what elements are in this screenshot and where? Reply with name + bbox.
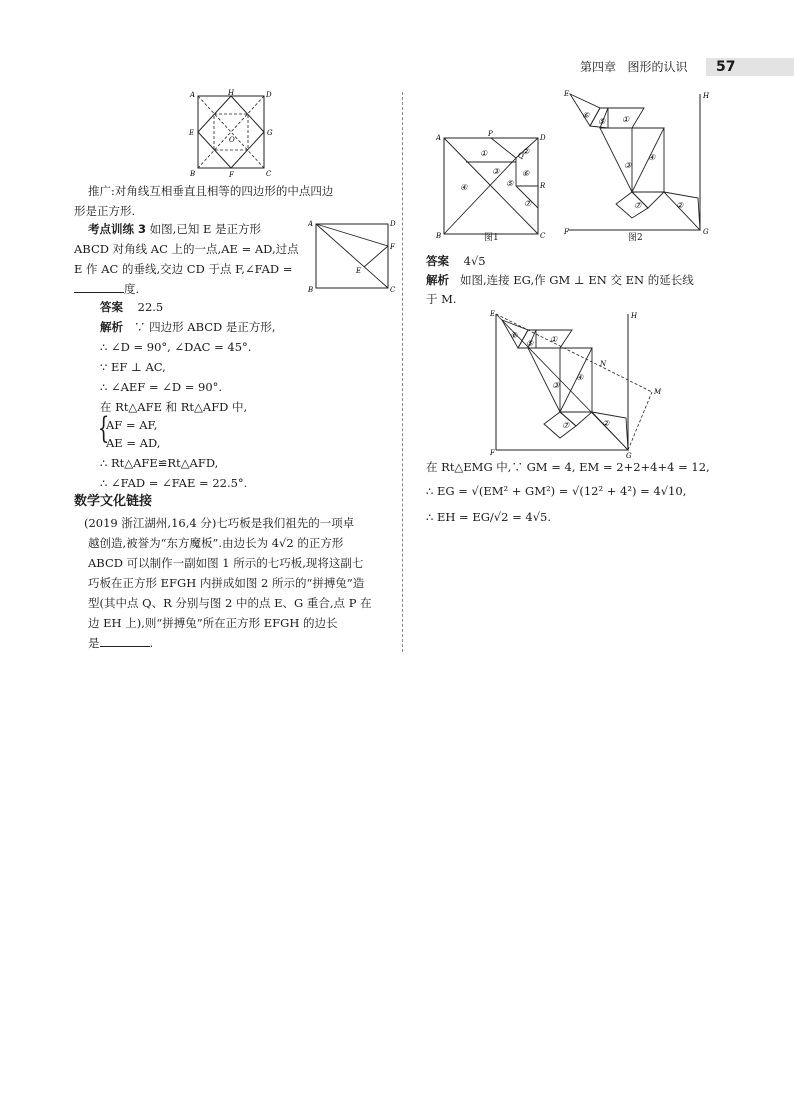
culture-line-6: 边 EH 上),则“拼搏兔”所在正方形 EFGH 的边长: [88, 616, 338, 630]
fig3-label-f: F: [490, 449, 495, 457]
fig1-piece-4: ④: [460, 183, 468, 192]
system-brace: {: [97, 411, 110, 446]
culture-answer-blank: [100, 634, 150, 647]
exercise3-analysis-label: 解析: [100, 320, 123, 334]
exercise3-line-2: ABCD 对角线 AC 上的一点,AE = AD,过点: [74, 242, 299, 256]
ex3-label-b: B: [308, 286, 314, 294]
right-answer-label: 答案: [426, 254, 449, 268]
fig2-label-g: G: [703, 228, 709, 236]
fig1-label-p: P: [488, 130, 493, 138]
fig1-label-b: B: [436, 232, 442, 240]
fig1-piece-5: ⑤: [506, 179, 514, 188]
fig3-label-m: M: [654, 388, 662, 396]
fig2-label-h: H: [703, 92, 710, 100]
exercise3-line-3: E 作 AC 的垂线,交边 CD 于点 F,∠FAD =: [74, 262, 293, 276]
fig2-piece-1: ①: [622, 115, 630, 124]
fig1-label-r: R: [540, 182, 546, 190]
analysis-step-4: 在 Rt△AFE 和 Rt△AFD 中,: [100, 400, 248, 414]
fig3-piece-7: ⑦: [562, 421, 570, 430]
fig2-piece-2: ②: [676, 201, 684, 210]
fig2-piece-6: ⑥: [582, 111, 590, 120]
fig2-piece-7: ⑦: [634, 201, 642, 210]
chapter-title: 图形的认识: [627, 60, 688, 74]
figure-2-caption: 图2: [628, 233, 643, 243]
fig1-piece-1: ①: [480, 149, 488, 158]
column-divider: [402, 92, 403, 652]
figure-2-rabbit: [560, 88, 720, 236]
culture-line-7: [88, 634, 153, 654]
fig1-label-c: C: [540, 232, 546, 240]
fig1-piece-6: ⑥: [522, 169, 530, 178]
solution-line-1: 在 Rt△EMG 中,∵ GM = 4, EM = 2+2+4+4 = 12,: [426, 460, 710, 474]
analysis-step-5: ∴ Rt△AFE≌Rt△AFD,: [100, 456, 219, 470]
fig1-label-a: A: [436, 134, 442, 142]
analysis-step-2: ∵ EF ⊥ AC,: [100, 360, 166, 374]
ex3-label-c: C: [390, 286, 396, 294]
figure-1-caption: 图1: [484, 233, 499, 243]
ex3-label-e: E: [356, 267, 362, 275]
system-line-1: AF = AF,: [106, 418, 158, 432]
fig-top-label-a: A: [190, 91, 196, 99]
culture-line-1: (2019 浙江湖州,16,4 分)七巧板是我们祖先的一项卓: [84, 516, 355, 530]
right-analysis: [426, 271, 694, 291]
solution-line-2: ∴ EG = √(EM² + GM²) = √(12² + 4²) = 4√10,: [426, 484, 687, 498]
fig-top-label-f: F: [229, 171, 234, 179]
fig1-label-q: Q: [518, 152, 524, 160]
fig-top-label-o: O: [229, 136, 235, 144]
fig3-piece-2: ②: [602, 419, 610, 428]
chapter-label: 第四章: [580, 60, 617, 74]
generalization-line-2: 形是正方形.: [74, 204, 136, 218]
culture-line-2: 越创造,被誉为“东方魔板”.由边长为 4√2 的正方形: [88, 536, 344, 550]
right-analysis-line-1: 如图,连接 EG,作 GM ⊥ EN 交 EN 的延长线: [459, 273, 694, 287]
fig-top-label-b: B: [190, 170, 196, 178]
fig2-piece-5: ⑤: [598, 117, 606, 126]
fig3-piece-5: ⑤: [526, 339, 534, 348]
ex3-label-f: F: [390, 243, 395, 251]
page-number: 57: [716, 59, 736, 75]
fig1-piece-2: ②: [522, 147, 530, 156]
ex3-label-a: A: [308, 220, 314, 228]
culture-line-5: 型(其中点 Q、R 分别与图 2 中的点 E、G 重合,点 P 在: [88, 596, 372, 610]
ex3-label-d: D: [390, 220, 396, 228]
fig3-piece-4: ④: [576, 373, 584, 382]
exercise3-analysis: [100, 318, 276, 338]
system-line-2: AE = AD,: [106, 436, 161, 450]
right-analysis-label: 解析: [426, 273, 449, 287]
fig-top-label-c: C: [266, 170, 272, 178]
fig-top-label-e: E: [189, 129, 195, 137]
exercise3-answer-blank: [74, 280, 124, 293]
fig3-piece-3: ③: [552, 381, 560, 390]
exercise3-answer-value: 22.5: [137, 300, 164, 314]
exercise3-analysis-line-1: ∵ 四边形 ABCD 是正方形,: [133, 320, 276, 334]
exercise3-label: 考点训练 3: [88, 222, 147, 236]
figure-3-solution: [488, 308, 668, 458]
culture-section-title: 数学文化链接: [74, 494, 153, 509]
figure-exercise3-square: [308, 218, 396, 294]
culture-line-3: ABCD 可以制作一副如图 1 所示的七巧板,现将这副七: [88, 556, 364, 570]
fig3-label-n: N: [600, 360, 607, 368]
culture-line-7-suffix: .: [149, 636, 154, 650]
analysis-step-3: ∴ ∠AEF = ∠D = 90°.: [100, 380, 223, 394]
right-analysis-line-2: 于 M.: [426, 292, 457, 306]
fig1-label-d: D: [540, 134, 546, 142]
fig1-piece-7: ⑦: [524, 199, 532, 208]
fig1-piece-3: ③: [492, 167, 500, 176]
fig-top-label-g: G: [267, 129, 273, 137]
exercise3-heading: [88, 220, 261, 240]
fig3-label-h: H: [631, 312, 638, 320]
fig3-label-e: E: [490, 310, 496, 318]
fig2-piece-4: ④: [648, 153, 656, 162]
fig3-piece-1: ①: [550, 335, 558, 344]
fig2-piece-3: ③: [624, 161, 632, 170]
right-answer: [426, 252, 486, 272]
culture-line-4: 巧板在正方形 EFGH 内拼成如图 2 所示的“拼搏兔”造: [88, 576, 365, 590]
exercise3-line-4: [74, 280, 139, 300]
fig3-label-g: G: [626, 452, 632, 458]
exercise3-answer: [100, 298, 163, 318]
solution-line-3: ∴ EH = EG/√2 = 4√5.: [426, 510, 552, 524]
fig-top-label-h: H: [228, 89, 235, 97]
exercise3-line-4-suffix: 度.: [124, 282, 140, 296]
exercise3-line-1: 如图,已知 E 是正方形: [149, 222, 262, 236]
fig2-label-e: E: [564, 90, 570, 98]
analysis-step-6: ∴ ∠FAD = ∠FAE = 22.5°.: [100, 476, 248, 490]
exercise3-answer-label: 答案: [100, 300, 123, 314]
culture-line-7-prefix: 是: [88, 636, 100, 650]
figure-1-tangram: [436, 128, 548, 248]
analysis-step-1: ∴ ∠D = 90°, ∠DAC = 45°.: [100, 340, 252, 354]
generalization-line-1: 推广:对角线互相垂直且相等的四边形的中点四边: [88, 184, 334, 198]
fig2-label-f: F: [564, 228, 569, 236]
fig3-piece-6: ⑥: [510, 331, 518, 340]
figure-midpoint-square: [184, 88, 284, 180]
right-answer-value: 4√5: [463, 254, 486, 268]
running-header: [580, 58, 687, 76]
fig-top-label-d: D: [266, 91, 272, 99]
